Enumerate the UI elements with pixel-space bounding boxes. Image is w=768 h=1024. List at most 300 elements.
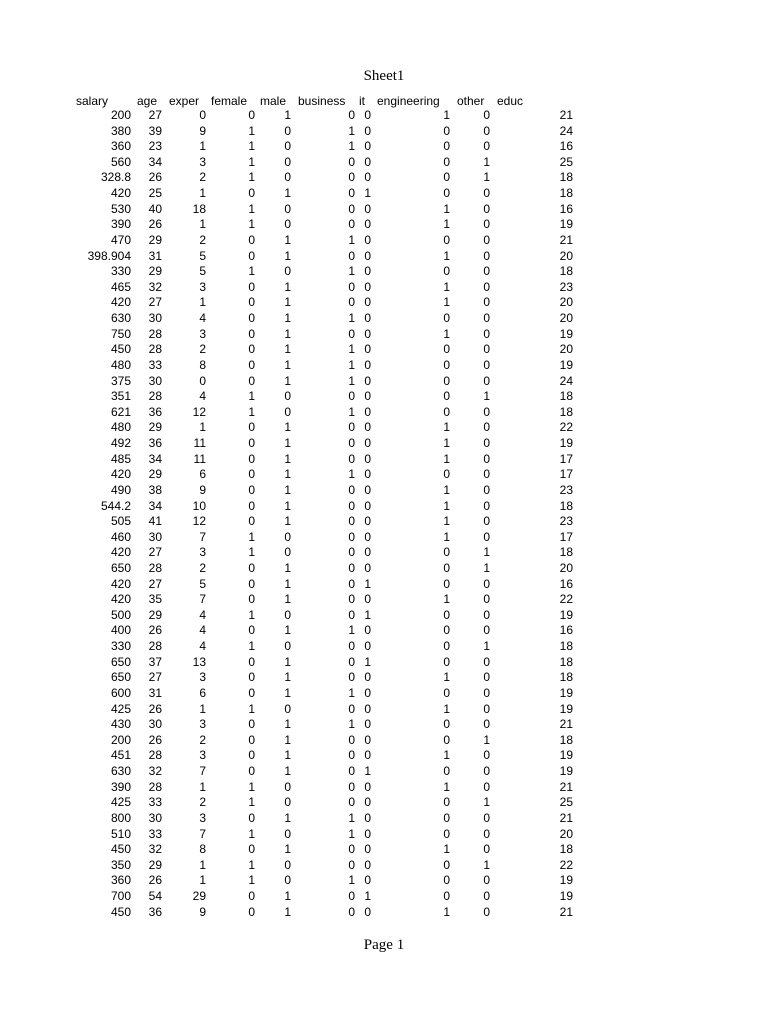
cell-engineering: 1 bbox=[443, 498, 450, 513]
cell-engineering: 1 bbox=[443, 108, 450, 122]
table-row bbox=[0, 623, 768, 639]
cell-salary: 560 bbox=[110, 154, 131, 169]
cell-salary: 450 bbox=[110, 904, 131, 919]
cell-exper: 3 bbox=[199, 670, 206, 685]
cell-age: 23 bbox=[148, 139, 162, 154]
cell-female: 0 bbox=[248, 295, 255, 310]
cell-salary: 480 bbox=[110, 357, 131, 372]
cell-business: 1 bbox=[348, 311, 355, 326]
cell-male: 1 bbox=[284, 685, 291, 700]
cell-it: 0 bbox=[364, 420, 371, 435]
cell-salary: 380 bbox=[110, 123, 131, 138]
cell-it: 0 bbox=[364, 436, 371, 451]
cell-salary: 600 bbox=[110, 685, 131, 700]
cell-engineering: 0 bbox=[443, 342, 450, 357]
cell-it: 0 bbox=[364, 592, 371, 607]
cell-male: 1 bbox=[284, 654, 291, 669]
cell-other: 0 bbox=[483, 514, 490, 529]
cell-exper: 13 bbox=[192, 654, 206, 669]
cell-engineering: 0 bbox=[443, 154, 450, 169]
cell-it: 0 bbox=[364, 389, 371, 404]
table-row bbox=[0, 655, 768, 671]
cell-engineering: 1 bbox=[443, 842, 450, 857]
column-header-educ: educ bbox=[497, 94, 524, 108]
cell-exper: 1 bbox=[199, 873, 206, 888]
cell-female: 1 bbox=[248, 795, 255, 810]
cell-it: 0 bbox=[364, 295, 371, 310]
cell-engineering: 1 bbox=[443, 701, 450, 716]
cell-exper: 11 bbox=[193, 451, 206, 466]
cell-salary: 420 bbox=[110, 576, 131, 591]
cell-salary: 485 bbox=[110, 451, 131, 466]
cell-it: 1 bbox=[364, 607, 371, 622]
cell-male: 1 bbox=[284, 482, 291, 497]
cell-female: 0 bbox=[248, 842, 255, 857]
cell-male: 0 bbox=[284, 873, 291, 888]
cell-it: 0 bbox=[364, 451, 371, 466]
page-footer: Page 1 bbox=[363, 937, 405, 953]
cell-it: 0 bbox=[364, 467, 371, 482]
cell-age: 34 bbox=[148, 154, 162, 169]
cell-other: 0 bbox=[483, 108, 490, 122]
cell-engineering: 1 bbox=[443, 514, 450, 529]
cell-female: 0 bbox=[248, 451, 255, 466]
table-row bbox=[0, 842, 768, 858]
cell-salary: 430 bbox=[110, 717, 131, 732]
cell-male: 1 bbox=[284, 436, 291, 451]
cell-salary: 350 bbox=[110, 857, 131, 872]
cell-other: 0 bbox=[483, 779, 490, 794]
cell-exper: 4 bbox=[199, 607, 206, 622]
cell-other: 0 bbox=[483, 139, 490, 154]
cell-exper: 3 bbox=[199, 545, 206, 560]
cell-female: 0 bbox=[248, 748, 255, 763]
cell-male: 1 bbox=[284, 420, 291, 435]
cell-engineering: 0 bbox=[443, 170, 450, 185]
cell-other: 0 bbox=[483, 295, 490, 310]
cell-salary: 650 bbox=[110, 654, 131, 669]
cell-female: 0 bbox=[248, 732, 255, 747]
table-row bbox=[0, 639, 768, 655]
cell-female: 1 bbox=[248, 639, 255, 654]
cell-engineering: 1 bbox=[443, 670, 450, 685]
cell-other: 0 bbox=[483, 279, 490, 294]
cell-educ: 19 bbox=[559, 607, 573, 622]
cell-business: 0 bbox=[348, 701, 355, 716]
cell-other: 0 bbox=[483, 529, 490, 544]
cell-other: 0 bbox=[483, 904, 490, 919]
cell-it: 0 bbox=[364, 701, 371, 716]
cell-business: 1 bbox=[348, 873, 355, 888]
cell-other: 0 bbox=[483, 748, 490, 763]
cell-exper: 5 bbox=[199, 248, 206, 263]
table-row bbox=[0, 452, 768, 468]
cell-exper: 1 bbox=[199, 857, 206, 872]
cell-business: 0 bbox=[348, 576, 355, 591]
cell-female: 1 bbox=[248, 826, 255, 841]
cell-male: 1 bbox=[284, 514, 291, 529]
cell-business: 0 bbox=[348, 654, 355, 669]
cell-engineering: 0 bbox=[443, 373, 450, 388]
table-row bbox=[0, 217, 768, 233]
cell-engineering: 0 bbox=[443, 576, 450, 591]
cell-male: 0 bbox=[284, 795, 291, 810]
cell-other: 0 bbox=[483, 623, 490, 638]
cell-engineering: 1 bbox=[443, 295, 450, 310]
cell-female: 0 bbox=[248, 904, 255, 919]
cell-engineering: 1 bbox=[443, 326, 450, 341]
cell-it: 0 bbox=[364, 248, 371, 263]
cell-business: 0 bbox=[348, 436, 355, 451]
cell-age: 29 bbox=[148, 232, 162, 247]
cell-exper: 7 bbox=[199, 764, 206, 779]
cell-educ: 18 bbox=[559, 639, 573, 654]
table-row bbox=[0, 530, 768, 546]
cell-male: 1 bbox=[284, 498, 291, 513]
column-header-business: business bbox=[298, 94, 346, 108]
cell-engineering: 0 bbox=[443, 186, 450, 201]
table-row bbox=[0, 670, 768, 686]
table-row bbox=[0, 389, 768, 405]
cell-educ: 19 bbox=[559, 701, 573, 716]
table-row bbox=[0, 155, 768, 171]
cell-salary: 330 bbox=[110, 639, 131, 654]
cell-male: 0 bbox=[284, 529, 291, 544]
cell-exper: 1 bbox=[199, 139, 206, 154]
cell-exper: 5 bbox=[199, 264, 206, 279]
cell-female: 0 bbox=[248, 654, 255, 669]
cell-educ: 16 bbox=[559, 623, 573, 638]
cell-engineering: 1 bbox=[443, 592, 450, 607]
cell-business: 0 bbox=[348, 842, 355, 857]
cell-exper: 9 bbox=[199, 904, 206, 919]
cell-it: 0 bbox=[364, 154, 371, 169]
cell-it: 0 bbox=[364, 717, 371, 732]
cell-other: 0 bbox=[483, 576, 490, 591]
cell-other: 0 bbox=[483, 701, 490, 716]
cell-male: 0 bbox=[284, 264, 291, 279]
cell-female: 0 bbox=[248, 514, 255, 529]
cell-salary: 530 bbox=[110, 201, 131, 216]
cell-educ: 20 bbox=[559, 295, 573, 310]
cell-other: 0 bbox=[483, 357, 490, 372]
cell-female: 1 bbox=[248, 139, 255, 154]
cell-business: 1 bbox=[348, 264, 355, 279]
cell-female: 1 bbox=[248, 545, 255, 560]
cell-other: 0 bbox=[483, 326, 490, 341]
sheet-title: Sheet1 bbox=[363, 68, 405, 84]
cell-female: 1 bbox=[248, 201, 255, 216]
cell-exper: 1 bbox=[199, 420, 206, 435]
cell-educ: 18 bbox=[559, 670, 573, 685]
cell-age: 31 bbox=[148, 248, 162, 263]
cell-salary: 420 bbox=[110, 592, 131, 607]
cell-female: 1 bbox=[248, 873, 255, 888]
table-row bbox=[0, 764, 768, 780]
cell-other: 0 bbox=[483, 404, 490, 419]
cell-age: 28 bbox=[148, 389, 162, 404]
table-row bbox=[0, 233, 768, 249]
cell-age: 28 bbox=[148, 342, 162, 357]
cell-age: 27 bbox=[148, 108, 162, 122]
cell-other: 0 bbox=[483, 436, 490, 451]
cell-age: 34 bbox=[148, 498, 162, 513]
cell-engineering: 0 bbox=[443, 467, 450, 482]
cell-female: 0 bbox=[248, 810, 255, 825]
cell-age: 26 bbox=[148, 623, 162, 638]
cell-female: 0 bbox=[248, 889, 255, 903]
cell-male: 1 bbox=[284, 904, 291, 919]
cell-engineering: 0 bbox=[443, 545, 450, 560]
cell-salary: 470 bbox=[110, 232, 131, 247]
cell-female: 1 bbox=[248, 264, 255, 279]
cell-engineering: 0 bbox=[443, 232, 450, 247]
cell-age: 27 bbox=[148, 295, 162, 310]
cell-female: 0 bbox=[248, 685, 255, 700]
table-row bbox=[0, 827, 768, 843]
cell-female: 0 bbox=[248, 576, 255, 591]
cell-salary: 450 bbox=[110, 842, 131, 857]
cell-age: 33 bbox=[148, 795, 162, 810]
cell-it: 0 bbox=[364, 670, 371, 685]
cell-educ: 16 bbox=[559, 576, 573, 591]
cell-other: 0 bbox=[483, 764, 490, 779]
cell-female: 1 bbox=[248, 607, 255, 622]
cell-other: 0 bbox=[483, 685, 490, 700]
cell-business: 0 bbox=[348, 545, 355, 560]
cell-engineering: 0 bbox=[443, 810, 450, 825]
table-row bbox=[0, 592, 768, 608]
cell-business: 1 bbox=[348, 373, 355, 388]
cell-other: 1 bbox=[483, 857, 490, 872]
cell-female: 0 bbox=[248, 248, 255, 263]
cell-age: 38 bbox=[148, 482, 162, 497]
cell-salary: 510 bbox=[110, 826, 131, 841]
cell-salary: 544.2 bbox=[100, 498, 131, 513]
table-row bbox=[0, 577, 768, 593]
cell-age: 26 bbox=[148, 701, 162, 716]
cell-engineering: 0 bbox=[443, 732, 450, 747]
cell-other: 0 bbox=[483, 826, 490, 841]
cell-exper: 2 bbox=[199, 795, 206, 810]
cell-it: 0 bbox=[364, 545, 371, 560]
cell-age: 25 bbox=[148, 186, 162, 201]
table-row bbox=[0, 202, 768, 218]
cell-educ: 18 bbox=[559, 842, 573, 857]
cell-engineering: 0 bbox=[443, 123, 450, 138]
cell-male: 1 bbox=[284, 623, 291, 638]
cell-salary: 330 bbox=[110, 264, 131, 279]
cell-business: 0 bbox=[348, 170, 355, 185]
table-row bbox=[0, 467, 768, 483]
cell-educ: 18 bbox=[559, 186, 573, 201]
cell-salary: 650 bbox=[110, 670, 131, 685]
table-row bbox=[0, 717, 768, 733]
cell-age: 36 bbox=[148, 436, 162, 451]
table-row bbox=[0, 249, 768, 265]
cell-business: 1 bbox=[348, 467, 355, 482]
cell-salary: 360 bbox=[110, 139, 131, 154]
cell-female: 1 bbox=[248, 701, 255, 716]
cell-age: 33 bbox=[148, 826, 162, 841]
cell-other: 1 bbox=[483, 170, 490, 185]
cell-engineering: 1 bbox=[443, 451, 450, 466]
cell-male: 1 bbox=[284, 232, 291, 247]
cell-other: 0 bbox=[483, 451, 490, 466]
cell-age: 31 bbox=[148, 685, 162, 700]
cell-age: 41 bbox=[148, 514, 162, 529]
cell-it: 0 bbox=[364, 514, 371, 529]
cell-male: 0 bbox=[284, 779, 291, 794]
cell-educ: 19 bbox=[559, 357, 573, 372]
cell-male: 1 bbox=[284, 451, 291, 466]
cell-educ: 18 bbox=[559, 732, 573, 747]
cell-age: 27 bbox=[148, 576, 162, 591]
cell-salary: 700 bbox=[110, 889, 131, 903]
cell-male: 1 bbox=[284, 592, 291, 607]
cell-business: 1 bbox=[348, 404, 355, 419]
cell-female: 0 bbox=[248, 670, 255, 685]
cell-age: 29 bbox=[148, 467, 162, 482]
cell-male: 1 bbox=[284, 467, 291, 482]
cell-educ: 20 bbox=[559, 248, 573, 263]
cell-it: 0 bbox=[364, 217, 371, 232]
cell-salary: 800 bbox=[110, 810, 131, 825]
cell-female: 0 bbox=[248, 560, 255, 575]
cell-it: 0 bbox=[364, 482, 371, 497]
table-row bbox=[0, 170, 768, 186]
cell-male: 0 bbox=[284, 154, 291, 169]
cell-salary: 390 bbox=[110, 779, 131, 794]
cell-female: 0 bbox=[248, 186, 255, 201]
cell-other: 1 bbox=[483, 389, 490, 404]
cell-age: 28 bbox=[148, 326, 162, 341]
cell-other: 0 bbox=[483, 467, 490, 482]
cell-age: 30 bbox=[148, 529, 162, 544]
cell-educ: 23 bbox=[559, 279, 573, 294]
cell-other: 1 bbox=[483, 154, 490, 169]
cell-it: 0 bbox=[364, 810, 371, 825]
cell-salary: 500 bbox=[110, 607, 131, 622]
cell-educ: 21 bbox=[559, 717, 573, 732]
cell-it: 0 bbox=[364, 560, 371, 575]
cell-it: 0 bbox=[364, 873, 371, 888]
cell-other: 0 bbox=[483, 498, 490, 513]
cell-exper: 1 bbox=[199, 186, 206, 201]
cell-exper: 4 bbox=[199, 389, 206, 404]
cell-it: 0 bbox=[364, 326, 371, 341]
cell-educ: 19 bbox=[559, 217, 573, 232]
cell-age: 40 bbox=[148, 201, 162, 216]
cell-business: 0 bbox=[348, 764, 355, 779]
cell-engineering: 0 bbox=[443, 654, 450, 669]
cell-exper: 2 bbox=[199, 232, 206, 247]
cell-it: 0 bbox=[364, 373, 371, 388]
cell-male: 1 bbox=[284, 186, 291, 201]
cell-age: 28 bbox=[148, 560, 162, 575]
column-header-male: male bbox=[260, 94, 287, 108]
cell-engineering: 0 bbox=[443, 873, 450, 888]
cell-exper: 11 bbox=[193, 436, 206, 451]
cell-salary: 420 bbox=[110, 295, 131, 310]
cell-engineering: 0 bbox=[443, 357, 450, 372]
cell-business: 0 bbox=[348, 560, 355, 575]
cell-salary: 490 bbox=[110, 482, 131, 497]
table-row bbox=[0, 311, 768, 327]
cell-it: 1 bbox=[364, 576, 371, 591]
cell-other: 0 bbox=[483, 248, 490, 263]
cell-engineering: 0 bbox=[443, 311, 450, 326]
table-row bbox=[0, 795, 768, 811]
cell-female: 0 bbox=[248, 498, 255, 513]
cell-salary: 351 bbox=[110, 389, 131, 404]
cell-age: 37 bbox=[148, 654, 162, 669]
cell-age: 29 bbox=[148, 264, 162, 279]
cell-exper: 9 bbox=[199, 123, 206, 138]
cell-exper: 12 bbox=[192, 514, 206, 529]
cell-educ: 18 bbox=[559, 404, 573, 419]
cell-salary: 200 bbox=[110, 732, 131, 747]
cell-educ: 22 bbox=[559, 592, 573, 607]
cell-female: 1 bbox=[248, 529, 255, 544]
table-row bbox=[0, 295, 768, 311]
cell-exper: 18 bbox=[192, 201, 206, 216]
table-row bbox=[0, 280, 768, 296]
cell-other: 0 bbox=[483, 186, 490, 201]
cell-engineering: 0 bbox=[443, 764, 450, 779]
cell-salary: 621 bbox=[110, 404, 131, 419]
cell-age: 34 bbox=[148, 451, 162, 466]
cell-exper: 2 bbox=[199, 342, 206, 357]
cell-salary: 460 bbox=[110, 529, 131, 544]
column-header-salary: salary bbox=[76, 94, 109, 108]
cell-age: 28 bbox=[148, 639, 162, 654]
cell-business: 0 bbox=[348, 482, 355, 497]
table-row bbox=[0, 702, 768, 718]
cell-business: 1 bbox=[348, 357, 355, 372]
cell-age: 30 bbox=[148, 810, 162, 825]
cell-salary: 465 bbox=[110, 279, 131, 294]
cell-educ: 16 bbox=[559, 201, 573, 216]
cell-salary: 420 bbox=[110, 186, 131, 201]
cell-male: 0 bbox=[284, 639, 291, 654]
cell-business: 0 bbox=[348, 779, 355, 794]
cell-business: 0 bbox=[348, 451, 355, 466]
cell-female: 0 bbox=[248, 326, 255, 341]
cell-educ: 19 bbox=[559, 873, 573, 888]
table-row bbox=[0, 748, 768, 764]
cell-age: 32 bbox=[148, 842, 162, 857]
column-header-female: female bbox=[211, 94, 248, 108]
cell-business: 0 bbox=[348, 295, 355, 310]
cell-exper: 29 bbox=[192, 889, 206, 903]
cell-other: 0 bbox=[483, 311, 490, 326]
cell-engineering: 0 bbox=[443, 685, 450, 700]
cell-salary: 750 bbox=[110, 326, 131, 341]
cell-business: 0 bbox=[348, 248, 355, 263]
table-row bbox=[0, 405, 768, 421]
cell-engineering: 1 bbox=[443, 420, 450, 435]
cell-male: 1 bbox=[284, 670, 291, 685]
cell-age: 30 bbox=[148, 717, 162, 732]
cell-salary: 398.904 bbox=[87, 248, 131, 263]
cell-engineering: 0 bbox=[443, 560, 450, 575]
table-row bbox=[0, 139, 768, 155]
cell-business: 0 bbox=[348, 514, 355, 529]
table-row bbox=[0, 342, 768, 358]
cell-educ: 20 bbox=[559, 311, 573, 326]
cell-engineering: 1 bbox=[443, 201, 450, 216]
